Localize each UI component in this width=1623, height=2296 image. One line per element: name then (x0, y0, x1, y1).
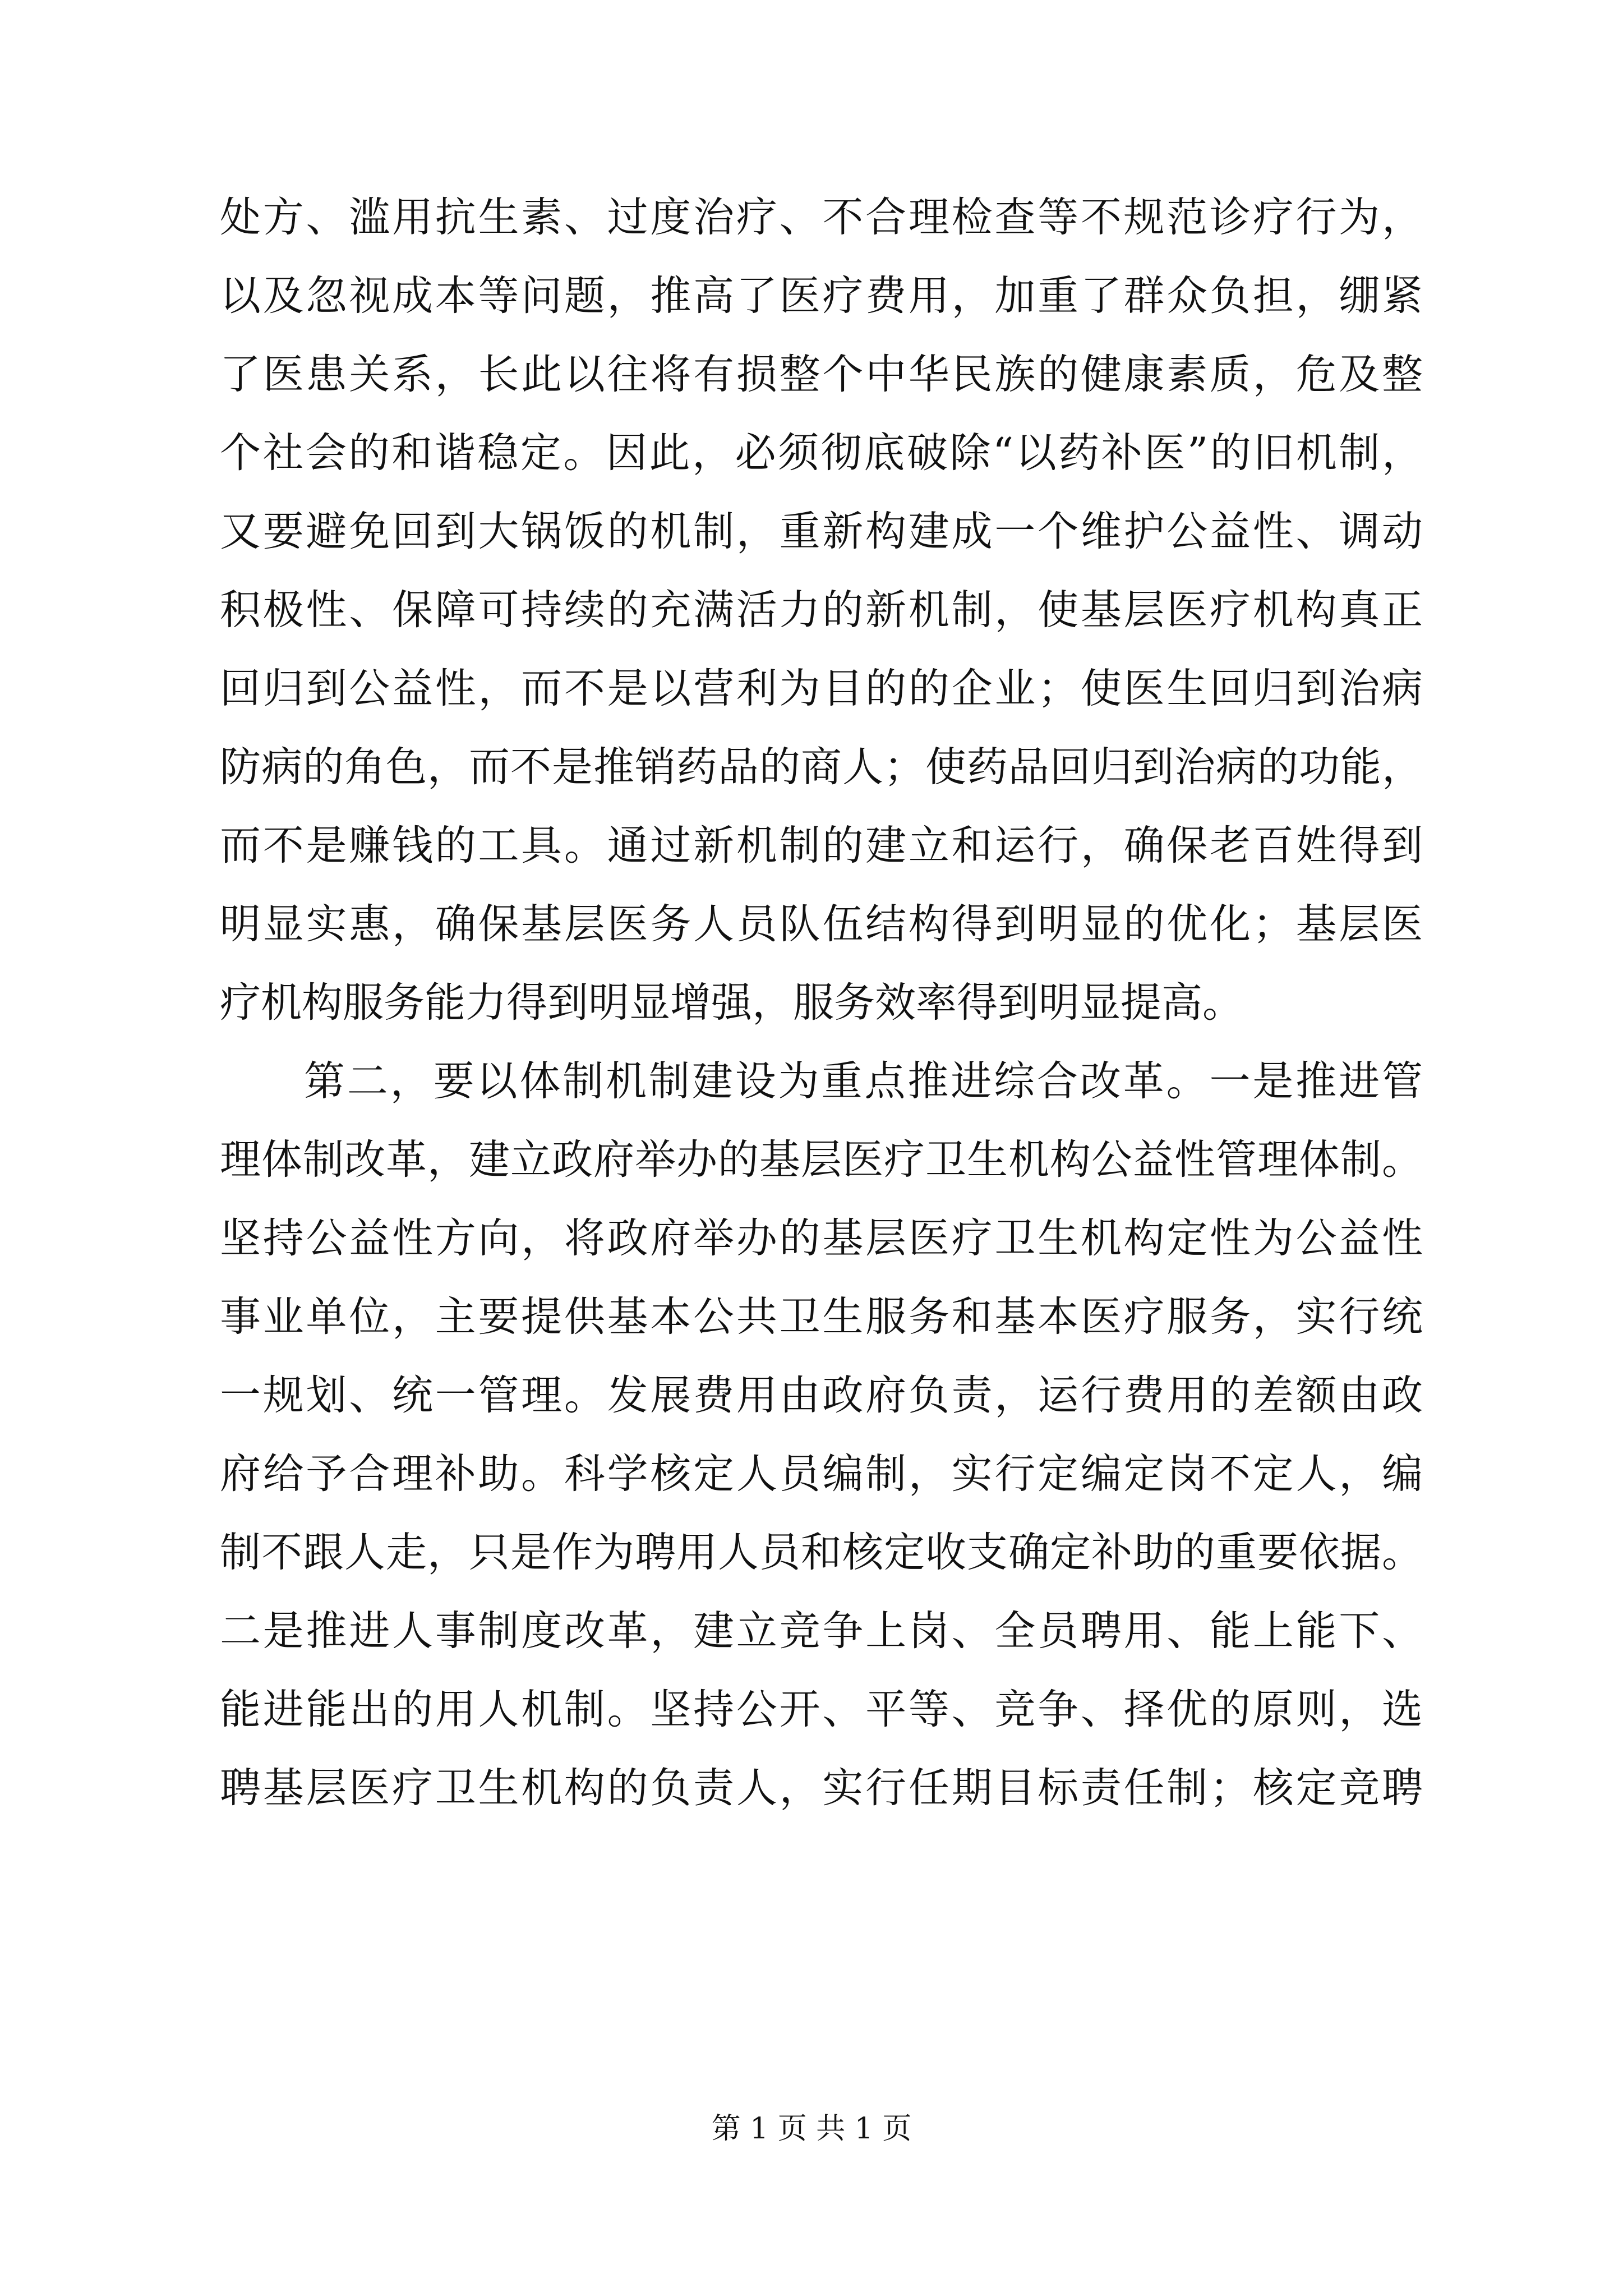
text-line: 回归到公益性，而不是以营利为目的的企业；使医生回归到治病 (220, 665, 1423, 712)
text-line: 了医患关系，长此以往将有损整个中华民族的健康素质，危及整 (220, 351, 1423, 398)
text-line: 疗机构服务能力得到明显增强，服务效率得到明显提高。 (220, 979, 1243, 1027)
text-line: 理体制改革，建立政府举办的基层医疗卫生机构公益性管理体制。 (220, 1136, 1423, 1184)
paragraph-1 (220, 178, 1423, 1042)
text-line: 能进能出的用人机制。坚持公开、平等、竞争、择优的原则，选 (220, 1686, 1423, 1733)
text-line: 聘基层医疗卫生机构的负责人，实行任期目标责任制；核定竞聘 (220, 1764, 1423, 1812)
text-line: 又要避免回到大锅饭的机制，重新构建成一个维护公益性、调动 (220, 508, 1423, 555)
page-number-label: 第 1 页 共 1 页 (711, 2112, 912, 2146)
text-line: 二是推进人事制度改革，建立竞争上岗、全员聘用、能上能下、 (220, 1607, 1423, 1655)
text-line: 制不跟人走，只是作为聘用人员和核定收支确定补助的重要依据。 (220, 1529, 1423, 1576)
text-line: 一规划、统一管理。发展费用由政府负责，运行费用的差额由政 (220, 1372, 1423, 1419)
text-line: 积极性、保障可持续的充满活力的新机制，使基层医疗机构真正 (220, 586, 1423, 634)
text-line: 以及忽视成本等问题，推高了医疗费用，加重了群众负担，绷紧 (220, 272, 1423, 320)
page-footer (0, 2106, 1623, 2151)
paragraph-2 (220, 1042, 1423, 1828)
text-line: 坚持公益性方向，将政府举办的基层医疗卫生机构定性为公益性 (220, 1214, 1423, 1262)
text-line: 个社会的和谐稳定。因此，必须彻底破除“以药补医”的旧机制， (220, 429, 1423, 477)
text-line: 而不是赚钱的工具。通过新机制的建立和运行，确保老百姓得到 (220, 822, 1423, 869)
text-line: 府给予合理补助。科学核定人员编制，实行定编定岗不定人，编 (220, 1450, 1423, 1498)
text-line: 第二，要以体制机制建设为重点推进综合改革。一是推进管 (304, 1057, 1423, 1105)
text-line: 防病的角色，而不是推销药品的商人；使药品回归到治病的功能， (220, 743, 1423, 791)
text-line: 事业单位，主要提供基本公共卫生服务和基本医疗服务，实行统 (220, 1293, 1423, 1341)
text-line: 明显实惠，确保基层医务人员队伍结构得到明显的优化；基层医 (220, 900, 1423, 948)
text-line: 处方、滥用抗生素、过度治疗、不合理检查等不规范诊疗行为， (220, 194, 1423, 241)
document-body (220, 178, 1423, 1828)
